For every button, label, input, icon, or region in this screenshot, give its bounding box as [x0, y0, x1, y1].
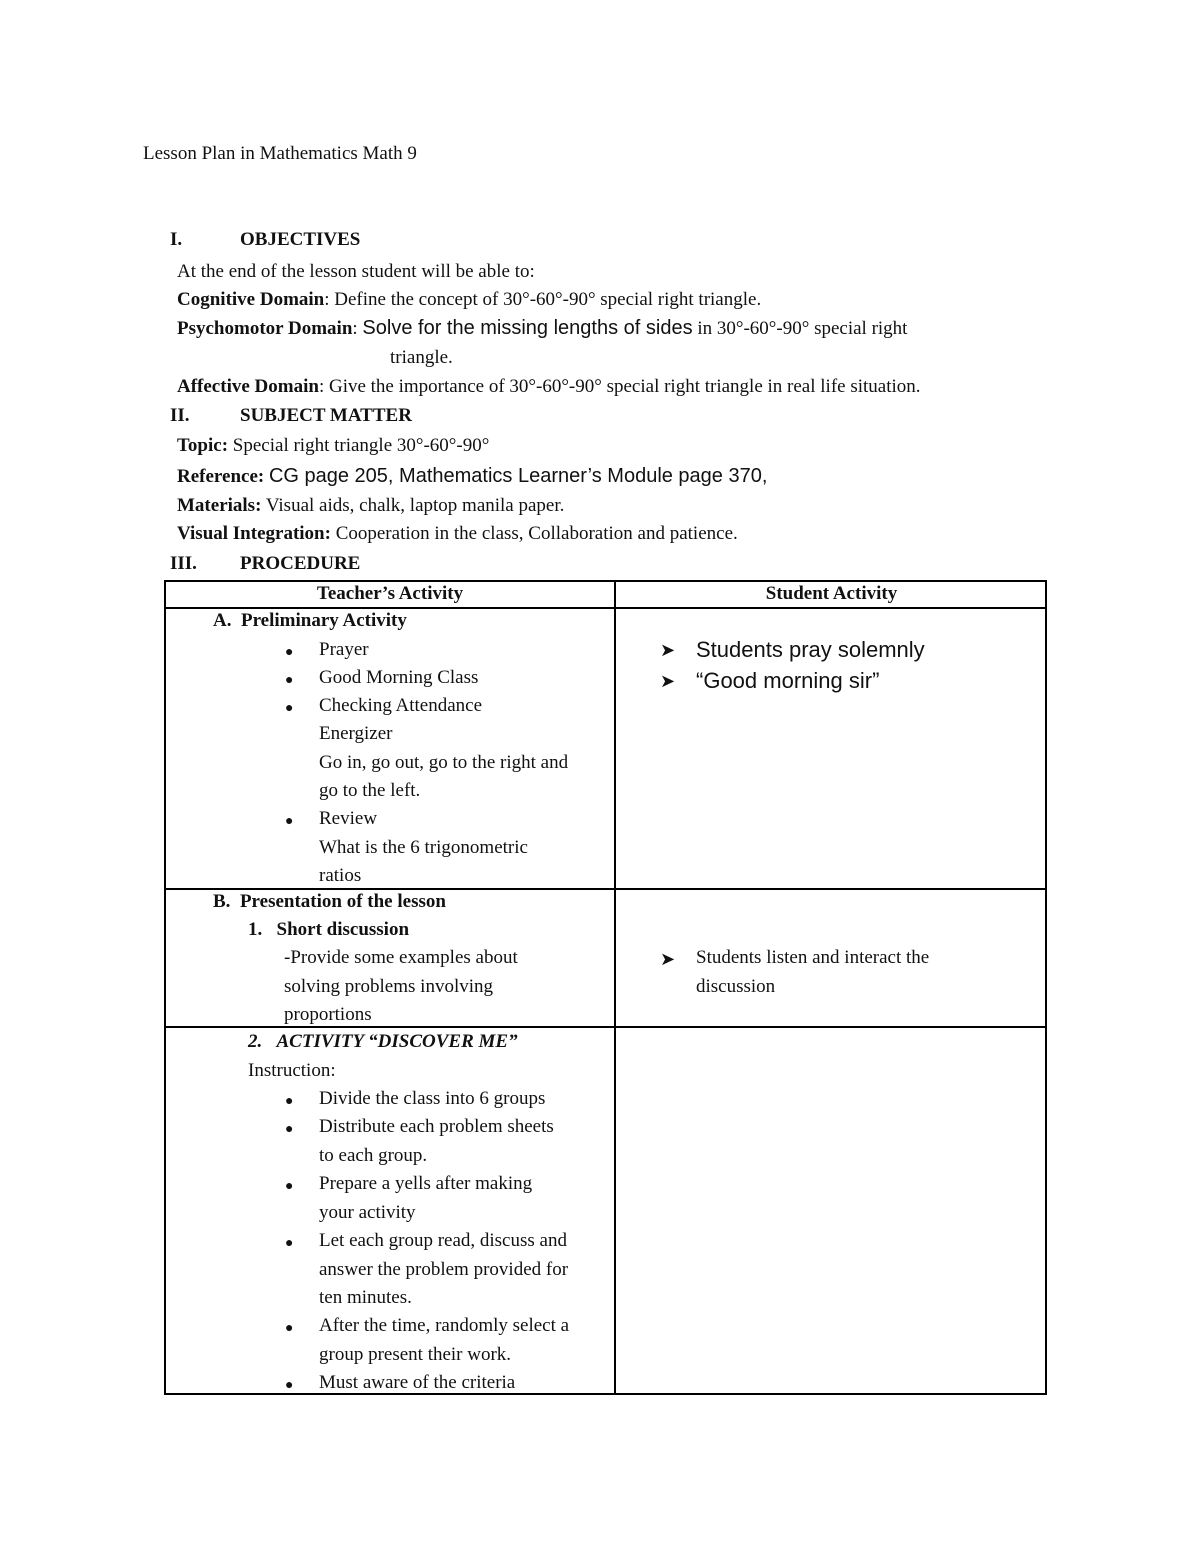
- instruction-item: After the time, randomly select a: [319, 1315, 570, 1336]
- instruction-item: your activity: [319, 1202, 416, 1223]
- preliminary-item: Review: [319, 808, 378, 829]
- bullet-icon: ●: [285, 673, 294, 688]
- instruction-item: Must aware of the criteria: [319, 1372, 516, 1393]
- materials-label: Materials:: [177, 495, 262, 516]
- visual-integration-text: Cooperation in the class, Collaboration and patience.: [335, 523, 738, 544]
- instruction-item: Let each group read, discuss and: [319, 1230, 567, 1251]
- objectives-heading: [170, 229, 360, 251]
- short-discussion-heading: [248, 916, 409, 944]
- topic-text: Special right triangle 30°-60°-90°: [232, 435, 490, 456]
- reference-label: Reference:: [177, 466, 265, 487]
- arrow-bullet-icon: ➤: [660, 949, 676, 970]
- reference-text: CG page 205, Mathematics Learner’s Module page 370,: [268, 465, 768, 487]
- psychomotor-domain-text-b: in 30°-60°-90° special right: [697, 318, 908, 339]
- procedure-title: PROCEDURE: [240, 553, 361, 574]
- subject-heading: [170, 405, 412, 427]
- preliminary-item: Go in, go out, go to the right and: [319, 752, 569, 773]
- topic-label: Topic:: [177, 435, 229, 456]
- psychomotor-colon: :: [352, 318, 358, 339]
- affective-domain-line: [177, 376, 921, 398]
- instruction-label: Instruction:: [248, 1060, 336, 1081]
- instruction-item: Divide the class into 6 groups: [319, 1088, 546, 1109]
- instruction-item: answer the problem provided for: [319, 1259, 569, 1280]
- bullet-icon: ●: [285, 1094, 294, 1109]
- preliminary-item: Good Morning Class: [319, 667, 479, 688]
- preliminary-activity-heading: [213, 607, 407, 635]
- visual-integration-line: [177, 523, 738, 545]
- document-title: Lesson Plan in Mathematics Math 9: [143, 143, 417, 164]
- teacher-activity-header: Teacher’s Activity: [316, 583, 464, 604]
- procedure-table: [164, 580, 1047, 1395]
- objectives-intro: At the end of the lesson student will be able to:: [177, 261, 535, 282]
- arrow-bullet-icon: ➤: [660, 671, 676, 692]
- short-discussion-title: Short discussion: [276, 919, 410, 940]
- column-divider: [614, 582, 616, 1393]
- instruction-item: to each group.: [319, 1145, 428, 1166]
- subject-number: II.: [170, 405, 190, 426]
- materials-text: Visual aids, chalk, laptop manila paper.: [265, 495, 565, 516]
- cognitive-domain-line: [177, 289, 761, 311]
- student-response: Students listen and interact the: [696, 947, 930, 968]
- instruction-item: ten minutes.: [319, 1287, 412, 1308]
- preliminary-item: ratios: [319, 865, 362, 886]
- preliminary-label: A.: [213, 610, 232, 631]
- student-response: discussion: [696, 976, 776, 997]
- preliminary-item: go to the left.: [319, 780, 421, 801]
- bullet-icon: ●: [285, 701, 294, 716]
- bullet-icon: ●: [285, 1236, 294, 1251]
- short-discussion-label: 1.: [248, 919, 263, 940]
- student-response: Students pray solemnly: [696, 637, 925, 662]
- materials-line: [177, 495, 564, 517]
- visual-integration-label: Visual Integration:: [177, 523, 331, 544]
- bullet-icon: ●: [285, 1378, 294, 1393]
- bullet-icon: ●: [285, 814, 294, 829]
- preliminary-title: Preliminary Activity: [240, 610, 407, 631]
- activity-label: 2.: [248, 1031, 263, 1052]
- discussion-line: solving problems involving: [284, 976, 493, 997]
- procedure-heading: [170, 553, 360, 575]
- subject-title: SUBJECT MATTER: [240, 405, 412, 426]
- arrow-bullet-icon: ➤: [660, 640, 676, 661]
- reference-line: [177, 465, 767, 488]
- discussion-line: -Provide some examples about: [284, 947, 518, 968]
- presentation-label: B.: [213, 891, 231, 912]
- bullet-icon: ●: [285, 1321, 294, 1336]
- objectives-title: OBJECTIVES: [240, 229, 361, 250]
- instruction-item: Distribute each problem sheets: [319, 1116, 554, 1137]
- preliminary-item: Prayer: [319, 639, 369, 660]
- student-response: “Good morning sir”: [696, 668, 880, 693]
- instruction-item: group present their work.: [319, 1344, 512, 1365]
- preliminary-item: Checking Attendance: [319, 695, 483, 716]
- affective-domain-label: Affective Domain: [177, 376, 319, 397]
- presentation-heading: [213, 888, 446, 916]
- activity-heading: [248, 1028, 518, 1056]
- preliminary-item: Energizer: [319, 723, 393, 744]
- psychomotor-domain-line: [177, 317, 907, 340]
- preliminary-item: What is the 6 trigonometric: [319, 837, 528, 858]
- discussion-line: proportions: [284, 1004, 372, 1025]
- objectives-number: I.: [170, 229, 183, 250]
- bullet-icon: ●: [285, 645, 294, 660]
- activity-title: ACTIVITY “DISCOVER ME”: [276, 1031, 518, 1052]
- affective-domain-text: : Give the importance of 30°-60°-90° special right triangle in real life situation.: [318, 376, 921, 397]
- bullet-icon: ●: [285, 1122, 294, 1137]
- cognitive-domain-text: : Define the concept of 30°-60°-90° special right triangle.: [324, 289, 762, 310]
- procedure-number: III.: [170, 553, 197, 574]
- psychomotor-domain-label: Psychomotor Domain: [177, 318, 353, 339]
- topic-line: [177, 435, 489, 457]
- presentation-title: Presentation of the lesson: [239, 891, 446, 912]
- psychomotor-domain-text-c: triangle.: [390, 347, 453, 368]
- instruction-item: Prepare a yells after making: [319, 1173, 533, 1194]
- bullet-icon: ●: [285, 1179, 294, 1194]
- psychomotor-domain-text-a: Solve for the missing lengths of sides: [362, 317, 693, 339]
- student-activity-header: Student Activity: [765, 583, 898, 604]
- cognitive-domain-label: Cognitive Domain: [177, 289, 325, 310]
